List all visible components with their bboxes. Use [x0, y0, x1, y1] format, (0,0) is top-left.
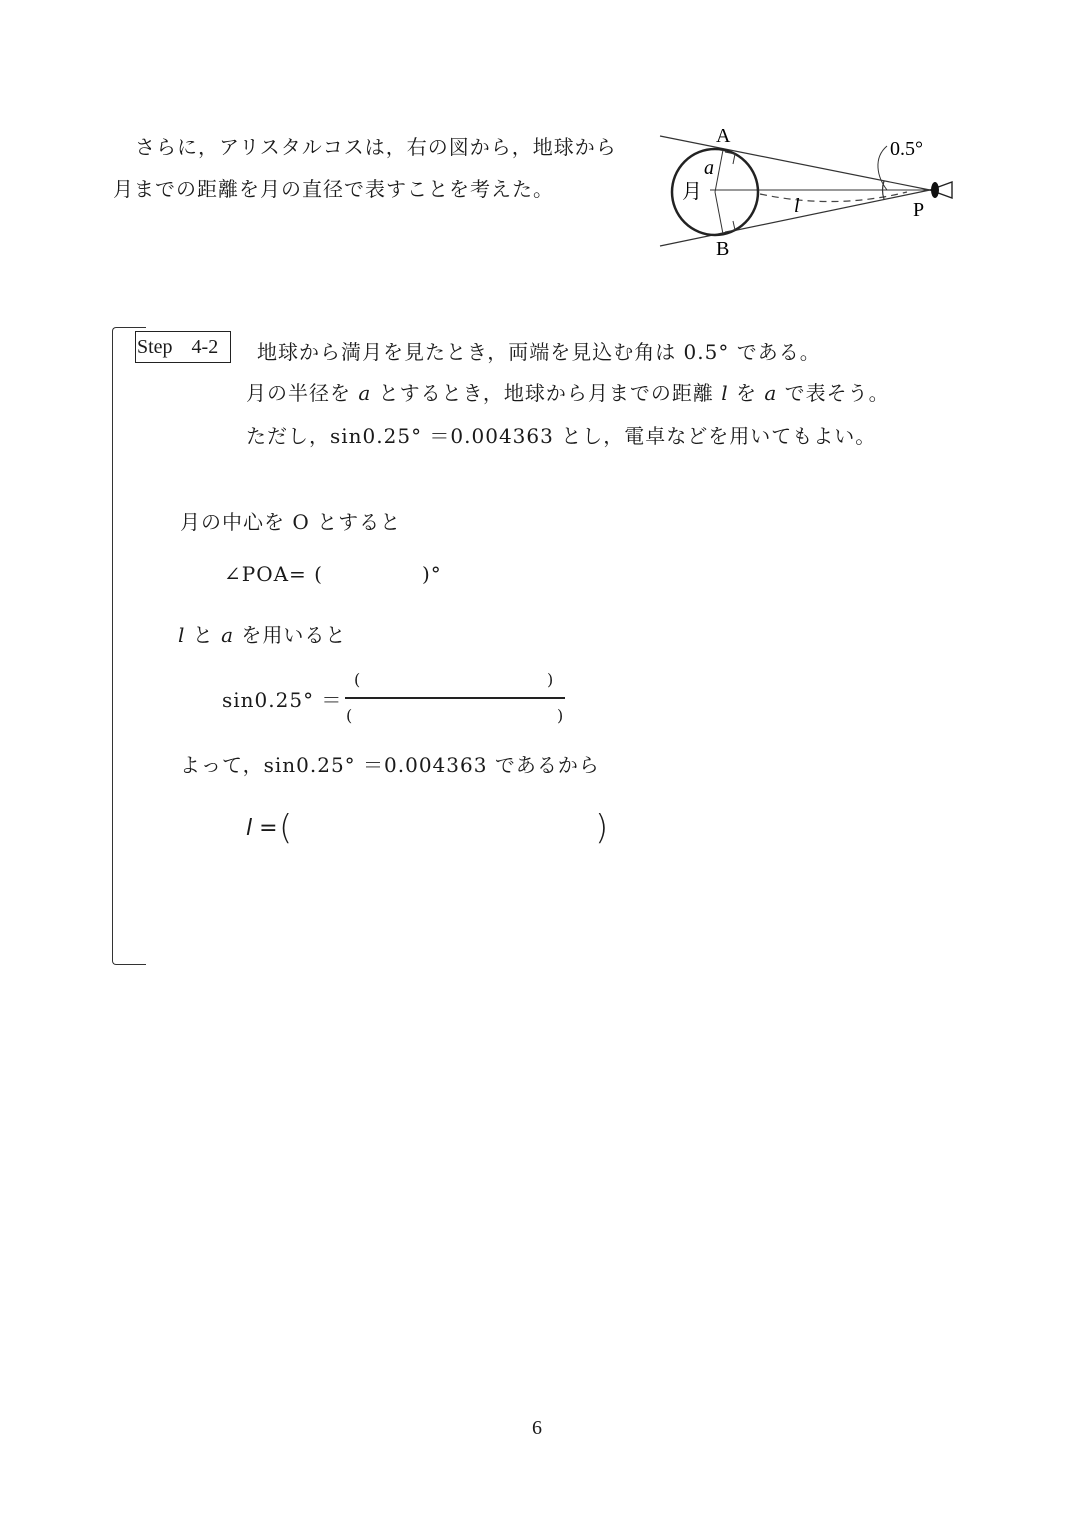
step-line-2 [246, 377, 890, 406]
label-distance-l: l [794, 195, 800, 217]
label-b-point: B [716, 238, 730, 260]
numerator-open: ( [354, 670, 361, 689]
l-var: l [246, 816, 253, 841]
step-line-3: ただし，sin0.25° ＝0.004363 とし，電卓などを用いてもよい。 [246, 424, 877, 448]
step-var-a-2: a [764, 381, 778, 405]
right-angle-mark-b [725, 221, 735, 232]
step-line-1: 地球から満月を見たとき，両端を見込む角は 0.5° である。 [257, 340, 821, 364]
moon-distance-figure [655, 122, 960, 262]
center-o-text: 月の中心を O とすると [180, 510, 402, 534]
using-post: を用いると [234, 623, 347, 647]
denominator-open: ( [346, 706, 353, 725]
fraction-bar [345, 697, 565, 699]
label-angle: 0.5° [890, 138, 923, 160]
label-radius-a: a [704, 157, 714, 179]
using-l-a-text [178, 619, 346, 648]
angle-pointer [878, 146, 887, 190]
label-a-point: A [716, 125, 731, 147]
numerator-close: ) [547, 670, 554, 689]
angle-poa-close: )° [422, 562, 442, 586]
therefore-text: よって，sin0.25° ＝0.004363 であるから [180, 753, 600, 777]
step-line-2-pre: 月の半径を [246, 381, 359, 405]
l-paren-open: ( [279, 808, 293, 848]
using-var-a: a [221, 623, 235, 647]
denominator-answer-field[interactable] [358, 704, 552, 728]
distance-dashed-line [760, 192, 907, 202]
step-bracket [112, 327, 146, 965]
step-label: Step 4-2 [135, 331, 231, 363]
using-var-l: l [178, 623, 186, 647]
step-line-2-post: で表そう。 [777, 381, 890, 405]
right-angle-mark-a [725, 152, 735, 164]
radius-b [715, 192, 723, 234]
numerator-answer-field[interactable] [366, 668, 542, 692]
page-number: 6 [532, 1417, 542, 1439]
label-moon: 月 [682, 179, 702, 203]
angle-poa-label: ∠POA= ( [224, 562, 323, 586]
sin-label: sin0.25° ＝ [222, 688, 343, 712]
intro-line-1: さらに，アリスタルコスは，右の図から，地球から [135, 135, 617, 159]
step-var-l: l [721, 381, 729, 405]
step-line-2-mid: とするとき，地球から月までの距離 [371, 381, 722, 405]
l-eq-sign: = [252, 816, 278, 841]
l-answer-field[interactable] [296, 812, 592, 848]
denominator-close: ) [557, 706, 564, 725]
using-mid: と [185, 623, 222, 647]
radius-a [715, 150, 723, 192]
intro-line-2: 月までの距離を月の直径で表すことを考えた。 [113, 177, 554, 201]
l-paren-close: ) [595, 808, 609, 848]
step-var-a: a [358, 381, 372, 405]
l-equals [246, 816, 278, 841]
step-line-2-mid2: を [728, 381, 765, 405]
label-p-point: P [913, 199, 925, 221]
angle-poa-answer-field[interactable] [324, 558, 420, 588]
eye-pupil [931, 182, 939, 198]
